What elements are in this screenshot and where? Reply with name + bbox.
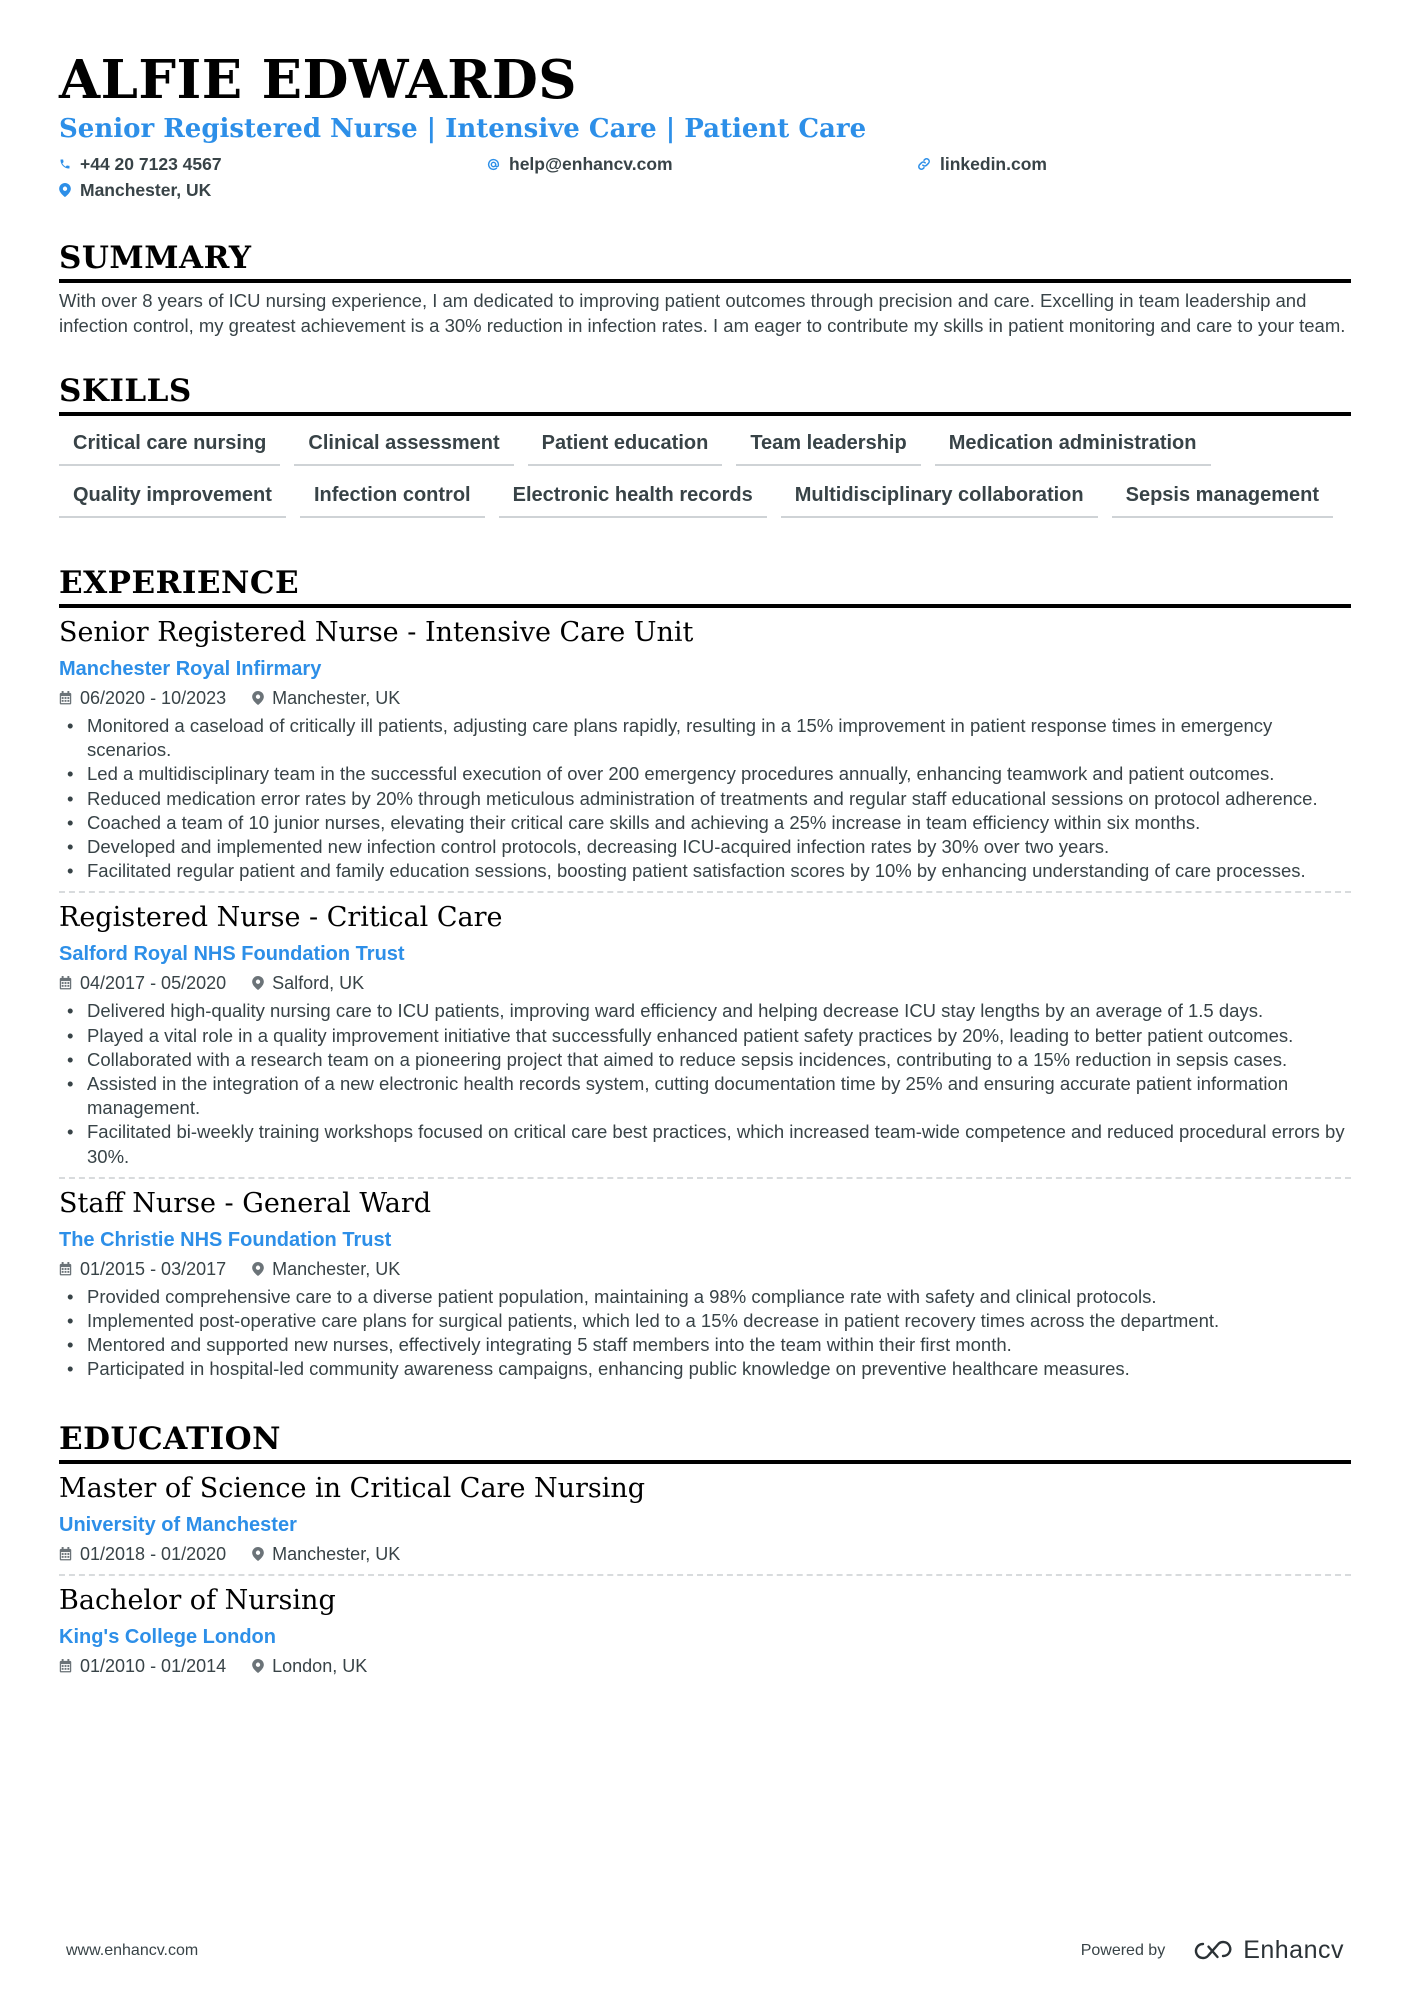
education-dates: 01/2018 - 01/2020 xyxy=(80,1543,227,1564)
bullet-item: • Mentored and supported new nurses, effectively integrating 5 staff members into the team within their first month. xyxy=(59,1333,1351,1357)
job-location-text: Salford, UK xyxy=(272,973,365,994)
calendar-icon xyxy=(59,1547,72,1561)
experience-entry xyxy=(59,1177,1351,1382)
experience-entry xyxy=(59,608,1351,883)
at-icon xyxy=(487,158,500,171)
bullet-item: • Reduced medication error rates by 20% through meticulous administration of treatments and regular staff educational sessions on protocol adherence. xyxy=(59,787,1351,811)
job-location-text: Manchester, UK xyxy=(272,1258,401,1279)
job-title: Senior Registered Nurse - Intensive Care Unit xyxy=(59,617,694,648)
bullet-item: • Delivered high-quality nursing care to ICU patients, improving ward efficiency and helping decrease ICU stay lengths by an average of 1.5 days. xyxy=(59,999,1351,1023)
skill-tag: Infection control xyxy=(300,478,485,518)
job-meta xyxy=(59,971,1351,995)
contact-info xyxy=(59,151,1351,203)
degree-title: Master of Science in Critical Care Nursing xyxy=(59,1472,646,1504)
job-meta xyxy=(59,686,1351,710)
contact-phone[interactable] xyxy=(59,151,487,177)
education-dates: 01/2010 - 01/2014 xyxy=(80,1655,227,1676)
education-meta xyxy=(59,1542,1351,1566)
job-location xyxy=(252,971,364,995)
job-title: Staff Nurse - General Ward xyxy=(59,1187,432,1219)
bullet-item: • Developed and implemented new infection control protocols, decreasing ICU-acquired infection rates by 30% over two years. xyxy=(59,835,1351,859)
link-icon xyxy=(917,157,931,171)
skill-tag: Sepsis management xyxy=(1112,478,1333,518)
resume-header xyxy=(59,50,1351,203)
job-dates: 06/2020 - 10/2023 xyxy=(80,688,227,708)
skills-list xyxy=(59,426,1351,530)
company-name: Salford Royal NHS Foundation Trust xyxy=(59,943,405,966)
location-text: Manchester, UK xyxy=(80,179,212,200)
powered-by-label: Powered by xyxy=(1080,1941,1166,1959)
calendar-icon xyxy=(59,976,72,990)
summary-text: With over 8 years of ICU nursing experience, I am dedicated to improving patient outcomes through precision and care. Excelling in team leadership and infection control, my greatest achievement is a 30% reduction in infection rates. I am eager to contribute my skills in patient monitoring and care to your team. xyxy=(59,290,1346,336)
email-text: help@enhancv.com xyxy=(509,153,673,174)
job-bullets xyxy=(59,999,1351,1168)
contact-linkedin[interactable] xyxy=(917,151,1217,177)
brand-name: Enhancv xyxy=(1243,1936,1344,1964)
education-section xyxy=(59,1420,1351,1678)
page-footer xyxy=(66,1936,1344,1965)
skills-section xyxy=(59,372,1351,530)
location-pin-icon xyxy=(252,1659,264,1673)
linkedin-text: linkedin.com xyxy=(940,153,1047,174)
job-bullets xyxy=(59,1285,1351,1382)
candidate-name: ALFIE EDWARDS xyxy=(59,49,578,111)
location-pin-icon xyxy=(252,976,264,990)
job-bullets xyxy=(59,714,1351,883)
job-location xyxy=(252,1257,400,1281)
calendar-icon xyxy=(59,1659,72,1673)
job-location-text: Manchester, UK xyxy=(272,688,401,708)
company-name: Manchester Royal Infirmary xyxy=(59,658,322,680)
education-location-text: Manchester, UK xyxy=(272,1543,401,1564)
skill-tag: Medication administration xyxy=(935,426,1211,466)
job-title: Registered Nurse - Critical Care xyxy=(59,902,503,934)
education-meta xyxy=(59,1654,1351,1678)
education-location xyxy=(252,1542,400,1566)
contact-location xyxy=(59,177,487,203)
education-entry xyxy=(59,1464,1351,1566)
skill-tag: Electronic health records xyxy=(499,478,767,518)
education-heading: EDUCATION xyxy=(59,1420,1351,1464)
school-name: King's College London xyxy=(59,1625,276,1648)
bullet-item: • Assisted in the integration of a new electronic health records system, cutting documentation time by 25% and ensuring accurate patient information management. xyxy=(59,1072,1351,1120)
skill-tag: Quality improvement xyxy=(59,478,286,518)
job-dates: 04/2017 - 05/2020 xyxy=(80,973,227,994)
school-name: University of Manchester xyxy=(59,1513,297,1536)
candidate-headline: Senior Registered Nurse | Intensive Care | Patient Care xyxy=(59,114,867,144)
job-dates: 01/2015 - 03/2017 xyxy=(80,1258,227,1279)
summary-section xyxy=(59,239,1351,338)
phone-icon xyxy=(59,158,71,170)
calendar-icon xyxy=(59,691,72,705)
job-meta xyxy=(59,1257,1351,1281)
bullet-item: • Implemented post-operative care plans for surgical patients, which led to a 15% decrease in patient recovery times across the department. xyxy=(59,1309,1351,1333)
location-pin-icon xyxy=(252,1262,264,1276)
bullet-item: • Facilitated regular patient and family education sessions, boosting patient satisfaction scores by 10% by enhancing understanding of care processes. xyxy=(59,859,1351,883)
experience-heading: EXPERIENCE xyxy=(59,564,1351,608)
skill-tag: Team leadership xyxy=(736,426,920,466)
experience-section xyxy=(59,564,1351,1382)
bullet-item: • Coached a team of 10 junior nurses, elevating their critical care skills and achieving a 25% increase in team efficiency within six months. xyxy=(59,811,1351,835)
job-location xyxy=(252,686,400,710)
bullet-item: • Participated in hospital-led community awareness campaigns, enhancing public knowledge on preventive healthcare measures. xyxy=(59,1357,1351,1381)
bullet-item: • Provided comprehensive care to a diverse patient population, maintaining a 98% compliance rate with safety and clinical protocols. xyxy=(59,1285,1351,1309)
experience-entry xyxy=(59,891,1351,1168)
bullet-item: • Facilitated bi-weekly training workshops focused on critical care best practices, which increased team-wide competence and reduced procedural errors by 30%. xyxy=(59,1120,1351,1168)
education-entry xyxy=(59,1574,1351,1678)
company-name: The Christie NHS Foundation Trust xyxy=(59,1228,392,1251)
location-pin-icon xyxy=(252,691,264,705)
summary-heading: SUMMARY xyxy=(59,239,1351,283)
skill-tag: Clinical assessment xyxy=(294,426,513,466)
enhancv-logo[interactable] xyxy=(1191,1936,1344,1965)
contact-email[interactable] xyxy=(487,151,917,177)
skills-heading: SKILLS xyxy=(59,372,1351,416)
skill-tag: Multidisciplinary collaboration xyxy=(781,478,1098,518)
skill-tag: Critical care nursing xyxy=(59,426,280,466)
bullet-item: • Collaborated with a research team on a pioneering project that aimed to reduce sepsis incidences, contributing to a 15% reduction in sepsis cases. xyxy=(59,1048,1351,1072)
enhancv-logo-icon xyxy=(1191,1940,1235,1962)
education-location-text: London, UK xyxy=(272,1655,368,1676)
calendar-icon xyxy=(59,1262,72,1276)
education-location xyxy=(252,1654,367,1678)
bullet-item: • Led a multidisciplinary team in the successful execution of over 200 emergency procedures annually, enhancing teamwork and patient outcomes. xyxy=(59,762,1351,786)
skill-tag: Patient education xyxy=(528,426,723,466)
location-pin-icon xyxy=(252,1547,264,1561)
location-pin-icon xyxy=(59,183,71,197)
bullet-item: • Played a vital role in a quality improvement initiative that successfully enhanced patient safety practices by 20%, leading to better patient outcomes. xyxy=(59,1024,1351,1048)
footer-website-link[interactable]: www.enhancv.com xyxy=(66,1941,199,1959)
phone-text: +44 20 7123 4567 xyxy=(80,153,222,174)
degree-title: Bachelor of Nursing xyxy=(59,1584,336,1616)
powered-by xyxy=(1081,1936,1344,1965)
bullet-item: • Monitored a caseload of critically ill patients, adjusting care plans rapidly, resulting in a 15% improvement in patient response times in emergency scenarios. xyxy=(59,714,1351,762)
